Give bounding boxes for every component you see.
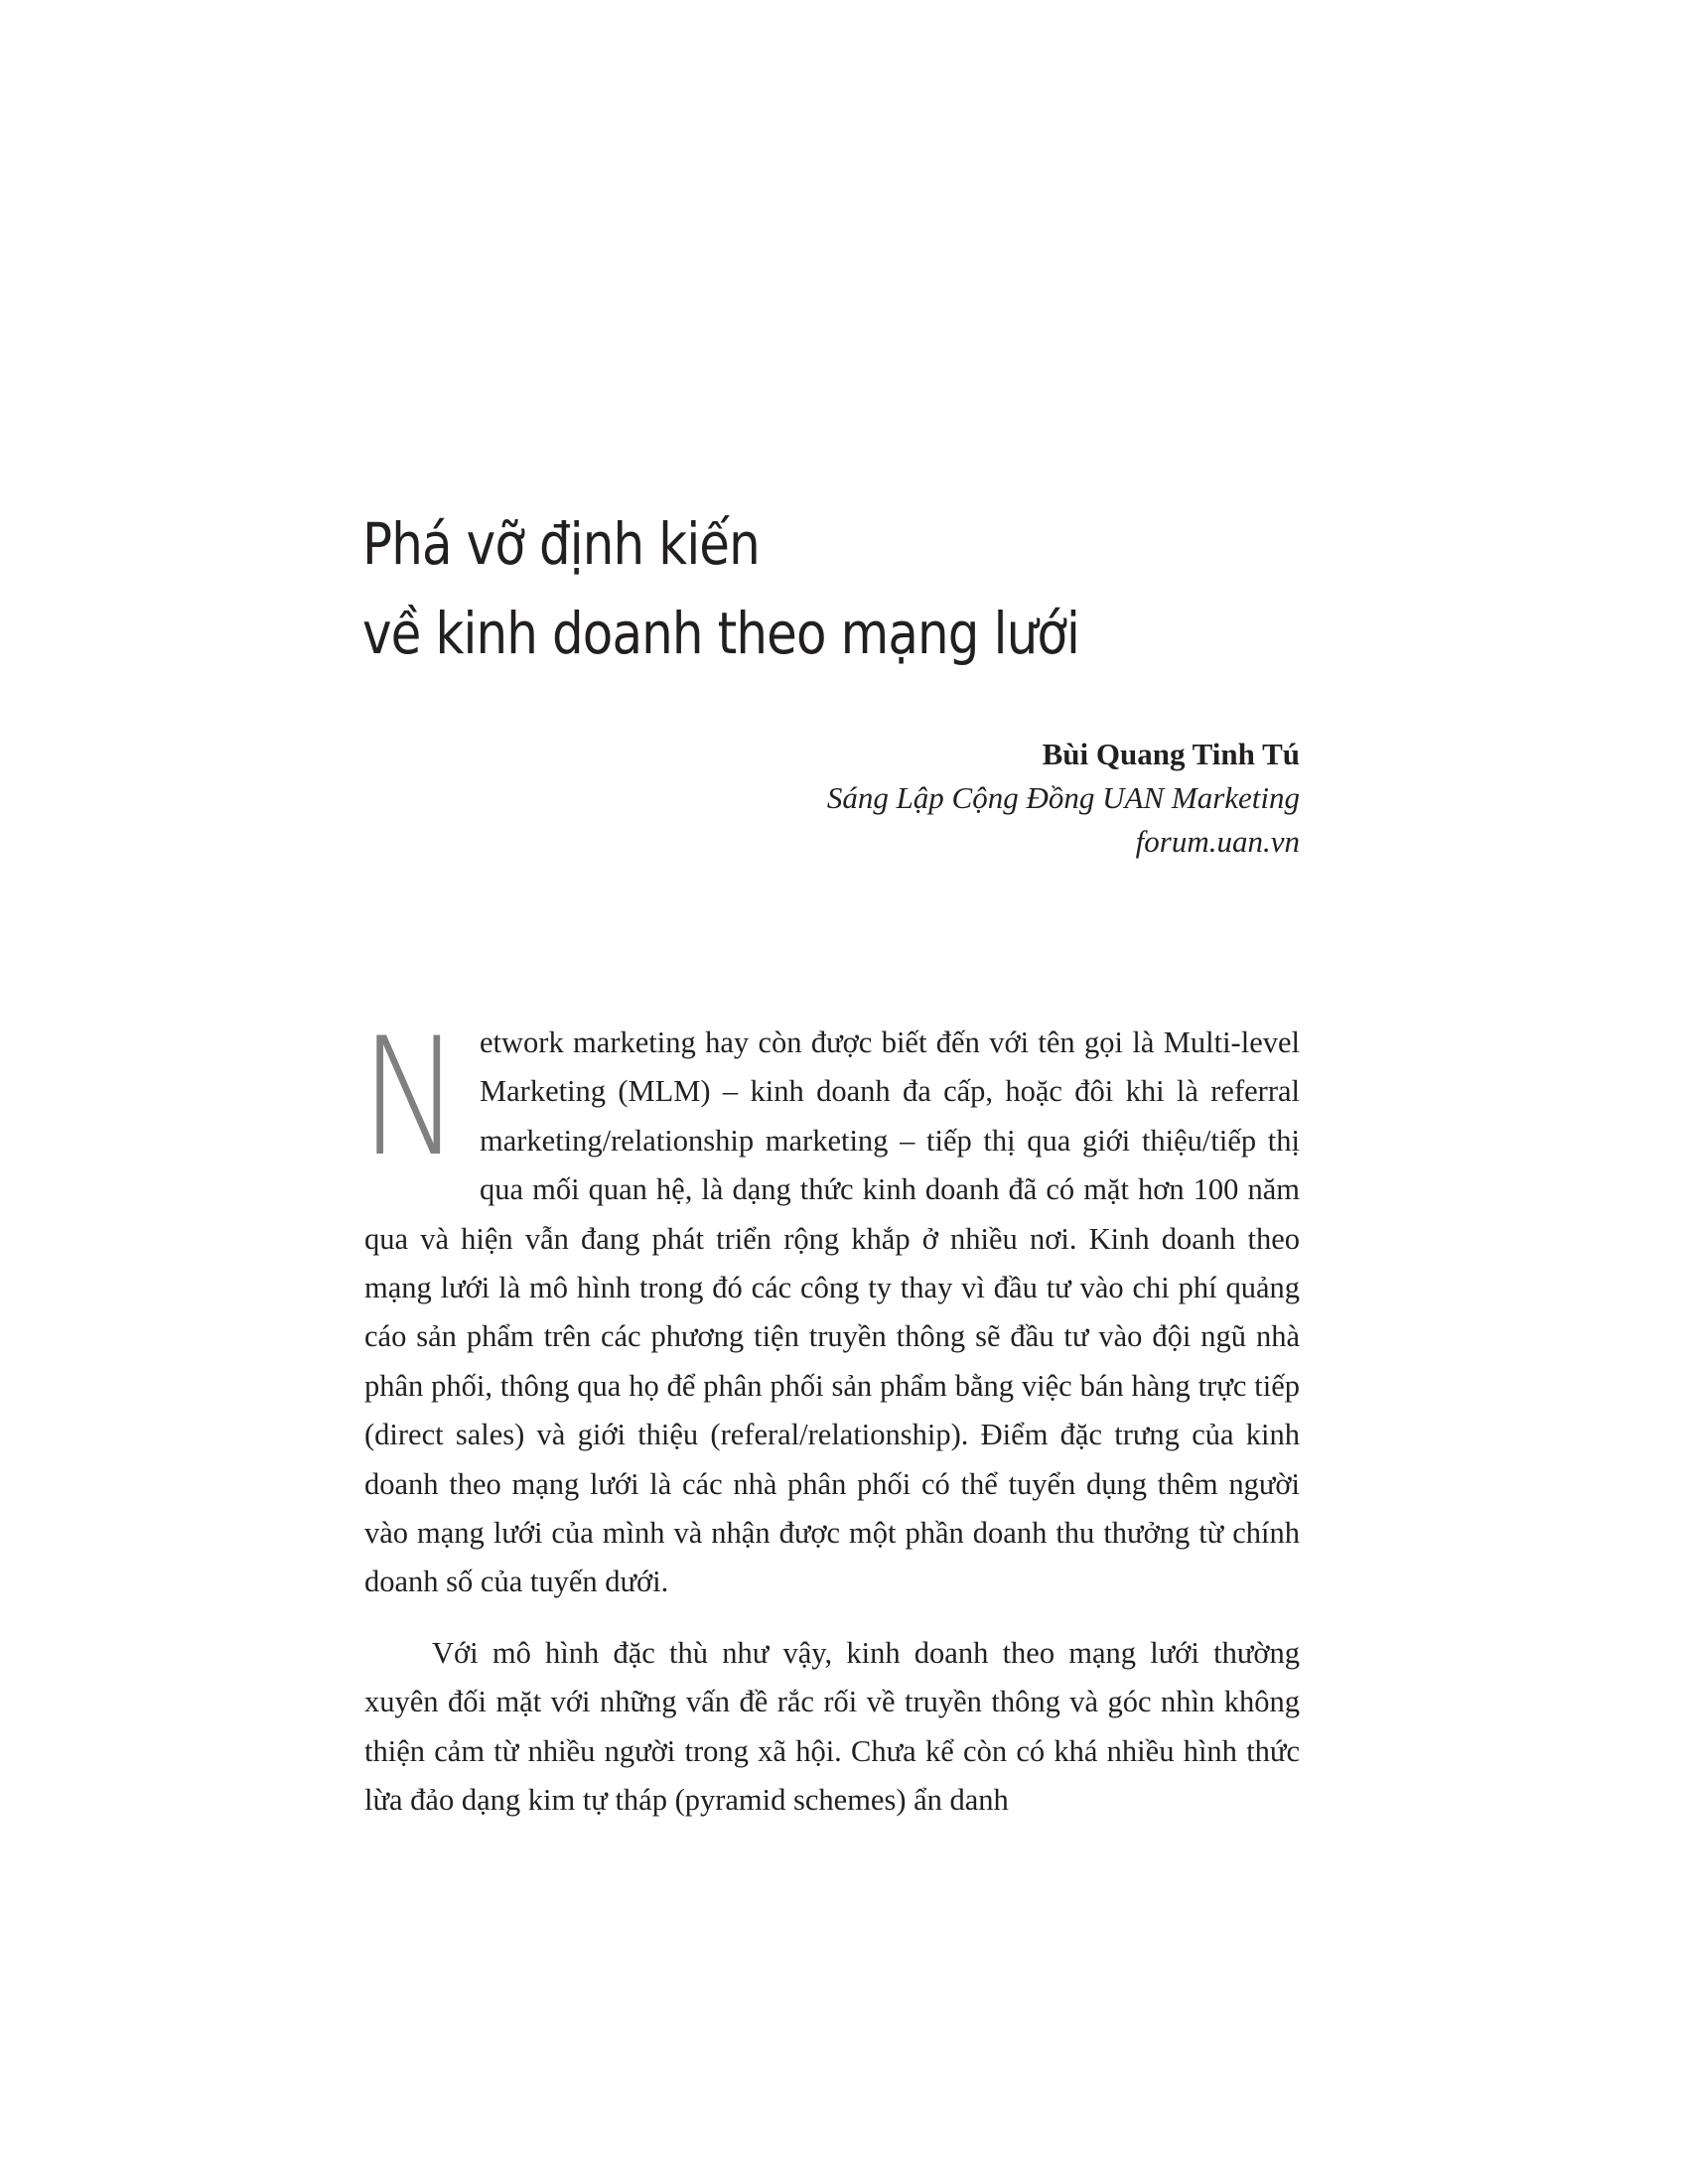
title-line-2: về kinh doanh theo mạng lưới: [362, 600, 1080, 667]
paragraph-1: [360, 1003, 1300, 1607]
article-title: [362, 499, 1216, 678]
paragraph-1-text: etwork marketing hay còn được biết đến với tên gọi là Multi-level Marketing (MLM) – kinh doanh đa cấp, hoặc đôi khi là referral marketing/relationship marketing – tiếp thị qua giới thiệu/tiếp thị qua mối quan hệ, là dạng thức kinh doanh đã có mặt hơn 100 năm qua và hiện vẫn đang phát triển rộng khắp ở nhiều nơi. Kinh doanh theo mạng lưới là mô hình trong đó các công ty thay vì đầu tư vào chi phí quảng cáo sản phẩm trên các phương tiện truyền thông sẽ đầu tư vào đội ngũ nhà phân phối, thông qua họ để phân phối sản phẩm bằng việc bán hàng trực tiếp (direct sales) và giới thiệu (referal/relationship). Điểm đặc trưng của kinh doanh theo mạng lưới là các nhà phân phối có thể tuyển dụng thêm người vào mạng lưới của mình và nhận được một phần doanh thu thưởng từ chính doanh số của tuyến dưới.: [364, 1025, 1300, 1599]
drop-cap: N: [360, 1003, 461, 1192]
author-name: Bùi Quang Tinh Tú: [1042, 737, 1300, 771]
article-body: [360, 1003, 1300, 1826]
paragraph-2: Với mô hình đặc thù như vậy, kinh doanh theo mạng lưới thường xuyên đối mặt với những vấn đề rắc rối về truyền thông và góc nhìn không thiện cảm từ nhiều người trong xã hội. Chưa kể còn có khá nhiều hình thức lừa đảo dạng kim tự tháp (pyramid schemes) ẩn danh: [364, 1635, 1300, 1818]
author-role: Sáng Lập Cộng Đồng UAN Marketing: [826, 780, 1300, 815]
title-line-1: Phá vỡ định kiến: [362, 510, 760, 578]
author-website: forum.uan.vn: [1135, 824, 1300, 859]
byline: [695, 733, 1300, 864]
